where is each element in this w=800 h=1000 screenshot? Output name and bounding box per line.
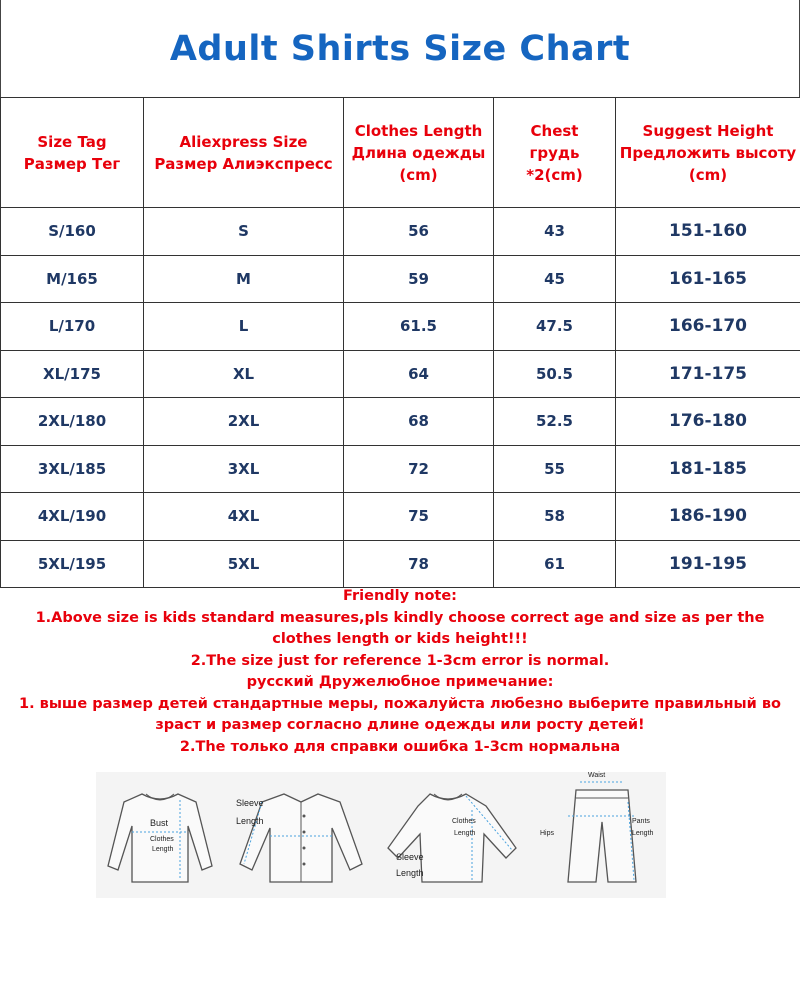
- column-header-line2: Предложить высоту: [619, 143, 797, 162]
- clothes-label-2: Clothes: [452, 818, 476, 825]
- note-line1a: 1.Above size is kids standard measures,pls kindly choose correct age and size as per the: [35, 609, 765, 626]
- note-ru-line1a: 1. выше размер детей стандартные меры, пожалуйста любезно выберите правильный во: [19, 695, 781, 712]
- cell-ali: M: [144, 255, 344, 303]
- table-row: [1, 540, 800, 588]
- column-header-2: [344, 98, 494, 208]
- table-row: [1, 398, 800, 446]
- column-header-3: [494, 98, 616, 208]
- table-body: [1, 208, 800, 588]
- cell-height: 191-195: [616, 540, 800, 588]
- length-label-1: Length: [152, 846, 174, 853]
- bust-label: Bust: [150, 818, 169, 828]
- cell-tag: 5XL/195: [1, 540, 144, 588]
- cell-ali: S: [144, 208, 344, 256]
- cell-tag: XL/175: [1, 350, 144, 398]
- length-label-2: Length: [454, 830, 476, 837]
- column-header-line2: Длина одежды: [351, 143, 486, 162]
- table-row: [1, 350, 800, 398]
- cell-ali: XL: [144, 350, 344, 398]
- friendly-notes: [0, 586, 800, 758]
- sleeve-label-1: Sleeve: [236, 798, 264, 808]
- column-header-line1: Clothes Length: [354, 121, 483, 140]
- cell-chest: 61: [494, 540, 616, 588]
- header-row: [1, 98, 800, 208]
- cell-chest: 55: [494, 445, 616, 493]
- cell-length: 68: [344, 398, 494, 446]
- cell-length: 61.5: [344, 303, 494, 351]
- column-header-line2: Размер Алиэкспресс: [154, 154, 333, 173]
- cell-ali: L: [144, 303, 344, 351]
- column-header-line1: Suggest Height: [642, 121, 774, 140]
- column-header-line3: *2(cm): [526, 165, 583, 184]
- cell-tag: 4XL/190: [1, 493, 144, 541]
- button-shirt-illustration: [236, 786, 366, 886]
- cell-tag: 2XL/180: [1, 398, 144, 446]
- note-line2: 2.The size just for reference 1-3cm error is normal.: [190, 652, 610, 669]
- cell-tag: L/170: [1, 303, 144, 351]
- size-table: [0, 97, 800, 588]
- cell-chest: 43: [494, 208, 616, 256]
- cell-ali: 5XL: [144, 540, 344, 588]
- column-header-0: [1, 98, 144, 208]
- note-ru-line2: 2.The только для справки ошибка 1-3cm нормальна: [179, 738, 621, 755]
- measurement-diagram: [96, 772, 666, 898]
- column-header-4: [616, 98, 800, 208]
- pants-label: Pants: [632, 818, 650, 825]
- cell-ali: 4XL: [144, 493, 344, 541]
- sleeve-label-2: Sleeve: [396, 852, 424, 862]
- note-heading: Friendly note:: [343, 588, 457, 604]
- cell-ali: 2XL: [144, 398, 344, 446]
- title-banner: [0, 0, 800, 98]
- cell-length: 72: [344, 445, 494, 493]
- cell-chest: 45: [494, 255, 616, 303]
- cell-tag: 3XL/185: [1, 445, 144, 493]
- table-row: [1, 303, 800, 351]
- cell-height: 161-165: [616, 255, 800, 303]
- cell-tag: M/165: [1, 255, 144, 303]
- column-header-line1: Chest: [530, 121, 579, 140]
- cell-chest: 50.5: [494, 350, 616, 398]
- cell-chest: 47.5: [494, 303, 616, 351]
- clothes-label-1: Clothes: [150, 836, 174, 843]
- table-row: [1, 208, 800, 256]
- cell-height: 186-190: [616, 493, 800, 541]
- table-row: [1, 255, 800, 303]
- note-ru-line1b: зраст и размер согласно длине одежды или росту детей!: [155, 717, 645, 733]
- note-ru-heading: русский Дружелюбное примечание:: [246, 674, 554, 690]
- cell-height: 166-170: [616, 303, 800, 351]
- table-row: [1, 493, 800, 541]
- cell-length: 59: [344, 255, 494, 303]
- pants-illustration: [536, 772, 656, 894]
- column-header-line3: (cm): [688, 165, 728, 184]
- cell-length: 64: [344, 350, 494, 398]
- sleeve-length-label-1: Length: [236, 816, 264, 826]
- column-header-line1: Size Tag: [37, 132, 107, 151]
- cell-chest: 52.5: [494, 398, 616, 446]
- column-header-1: [144, 98, 344, 208]
- cell-height: 181-185: [616, 445, 800, 493]
- hips-label: Hips: [540, 830, 555, 837]
- cell-height: 176-180: [616, 398, 800, 446]
- column-header-line3: (cm): [399, 165, 438, 184]
- cell-tag: S/160: [1, 208, 144, 256]
- waist-label: Waist: [588, 772, 606, 779]
- longsleeve-tshirt-illustration: [104, 786, 216, 886]
- sleeve-length-label-2: Length: [396, 868, 424, 878]
- cell-height: 151-160: [616, 208, 800, 256]
- sweater-illustration: [382, 786, 522, 886]
- column-header-line2: грудь: [529, 143, 580, 162]
- cell-chest: 58: [494, 493, 616, 541]
- cell-length: 56: [344, 208, 494, 256]
- page-title: Adult Shirts Size Chart: [169, 29, 631, 69]
- column-header-line2: Размер Тег: [23, 154, 121, 173]
- pants-length-label: Length: [632, 830, 654, 837]
- cell-height: 171-175: [616, 350, 800, 398]
- table-row: [1, 445, 800, 493]
- cell-length: 75: [344, 493, 494, 541]
- note-line1b: clothes length or kids height!!!: [272, 631, 528, 647]
- column-header-line1: Aliexpress Size: [179, 132, 308, 151]
- cell-ali: 3XL: [144, 445, 344, 493]
- cell-length: 78: [344, 540, 494, 588]
